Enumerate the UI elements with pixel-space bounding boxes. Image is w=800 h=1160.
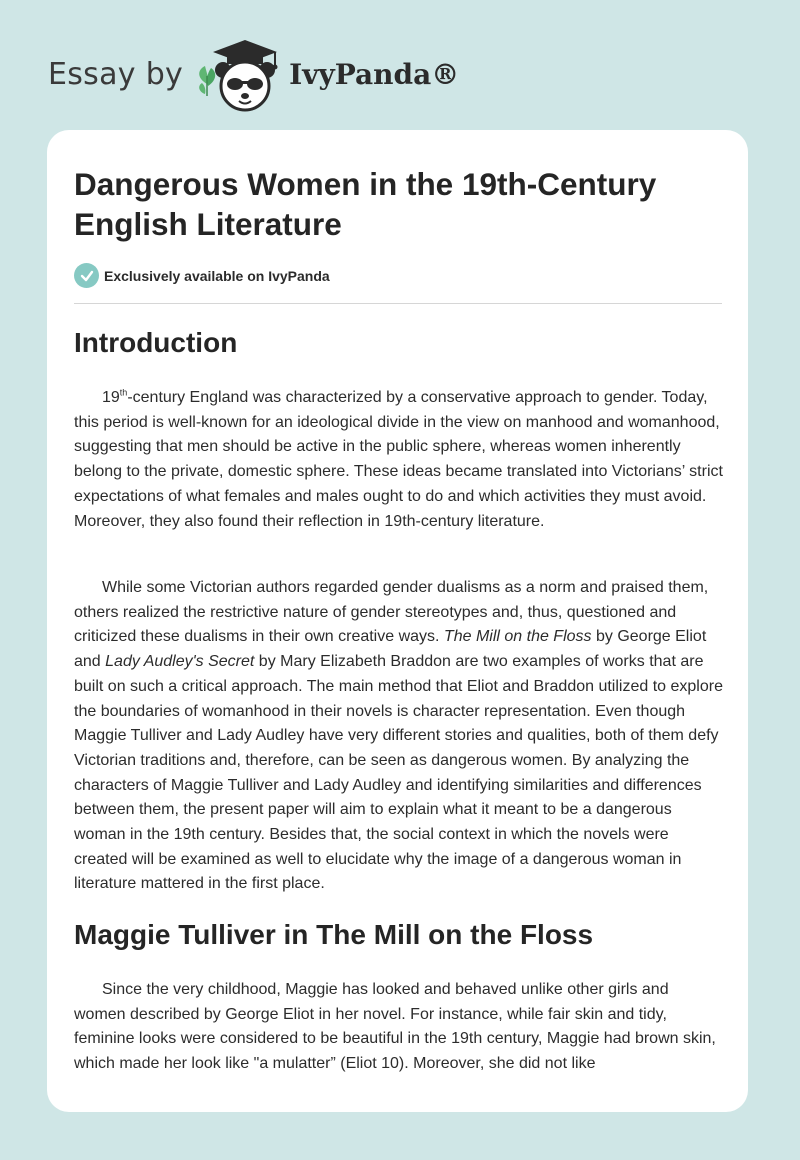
brand-name: IvyPanda®	[289, 57, 460, 91]
section-heading-maggie: Maggie Tulliver in The Mill on the Floss	[74, 919, 594, 950]
article-card	[47, 130, 748, 1112]
ivypanda-logo[interactable]	[193, 34, 459, 114]
essay-by-label: Essay by	[48, 56, 184, 92]
site-header	[48, 34, 459, 114]
paragraph-1: 19th-century England was characterized by a conservative approach to gender. Today, this period is well-known for an ideological divide in the view on manhood and womanhood, suggesting that men should be active in the public sphere, whereas women inherently belong to the private, domestic sphere. These ideas became translated into Victorians’ strict expectations of what females and males ought to do and which activities they must avoid. Moreover, they also found their reflection in 19th-century literature.	[74, 387, 723, 530]
paragraph-3: Since the very childhood, Maggie has looked and behaved unlike other girls and women described by George Eliot in her novel. For instance, while fair skin and tidy, feminine looks were considered to be beautiful in the 19th century, Maggie had brown skin, which made her look like "a mulatter” (Eliot 10). Moreover, she did not like	[74, 981, 716, 1073]
exclusive-badge	[74, 263, 330, 288]
leaf-icon	[199, 66, 215, 96]
divider	[74, 303, 722, 304]
page-title: Dangerous Women in the 19th-Century English Literature	[74, 166, 657, 242]
check-circle-icon	[74, 263, 99, 288]
book-title: The Mill on the Floss	[443, 628, 592, 646]
book-title: Lady Audley's Secret	[105, 653, 255, 671]
exclusive-text: Exclusively available on IvyPanda	[104, 267, 330, 284]
paragraph-2: While some Victorian authors regarded gender dualisms as a norm and praised them, others realized the restrictive nature of gender stereotypes and, thus, questioned and criticized these dualisms in their own creative ways. The Mill on the Floss by George Eliot and Lady Audley's Secret by Mary Elizabeth Braddon are two examples of works that are built on such a critical approach. The main method that Eliot and Braddon utilized to explore the boundaries of womanhood in their novels is character representation. Even though Maggie Tulliver and Lady Audley have very different stories and qualities, both of them defy Victorian traditions and, therefore, can be seen as dangerous women. By analyzing the characters of Maggie Tulliver and Lady Audley and identifying similarities and differences between them, the present paper will aim to explain what it meant to be a dangerous woman in the 19th century. Besides that, the social context in which the novels were created will be examined as well to elucidate why the image of a dangerous woman in literature mattered in the first place.	[74, 579, 723, 893]
section-heading-introduction: Introduction	[74, 327, 238, 358]
panda-graduate-logo	[193, 34, 285, 114]
